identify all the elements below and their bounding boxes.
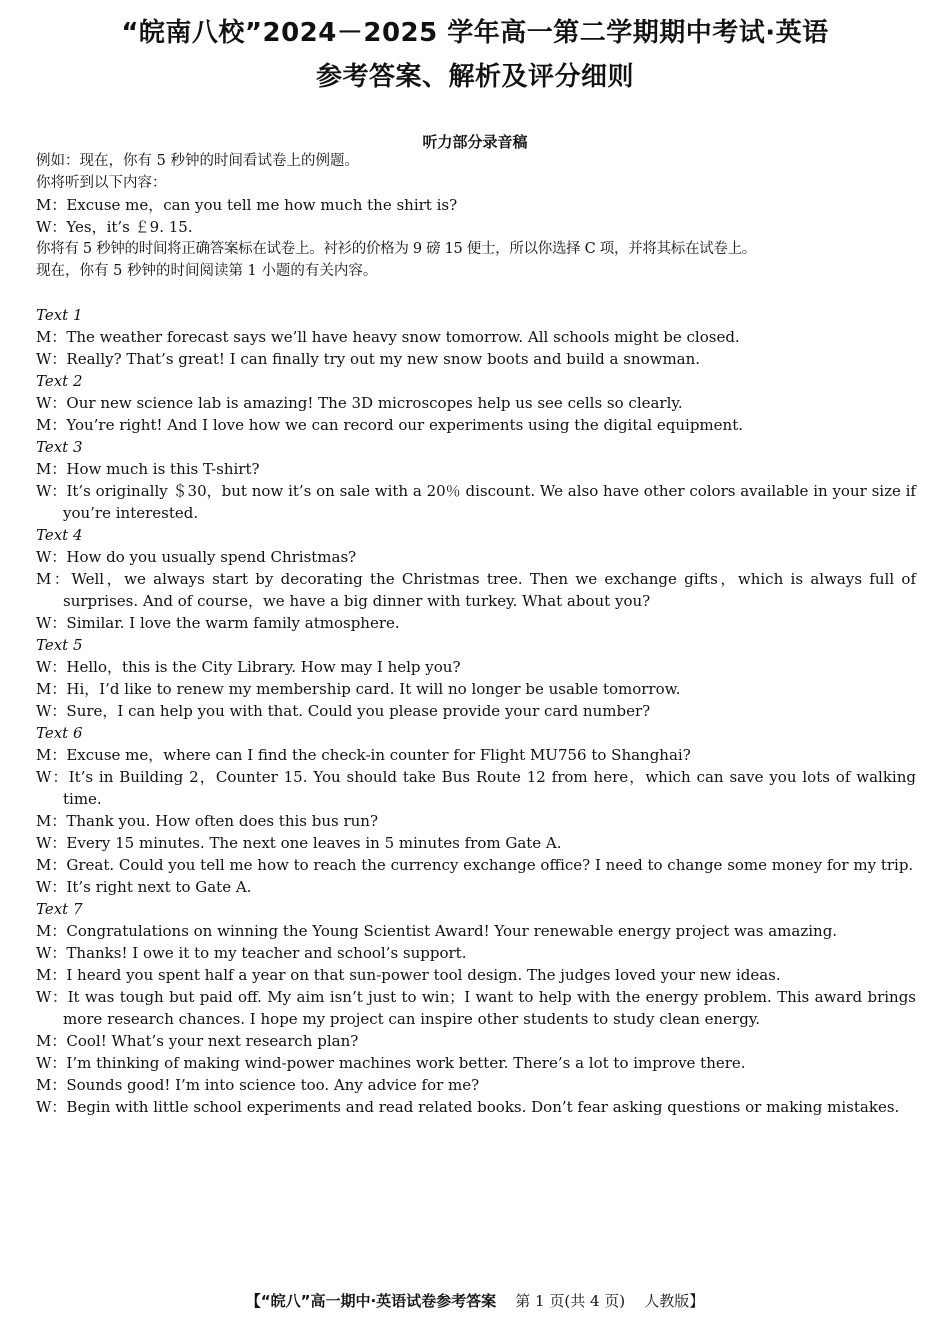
dialogue-line: W：It’s in Building 2，Counter 15. You should take Bus Route 12 from here，which can save you lots of walking time. <box>36 768 916 808</box>
text-label: Text 1 <box>36 306 83 324</box>
text-label: Text 3 <box>36 438 83 456</box>
dialogue-line: W：Sure，I can help you with that. Could you please provide your card number? <box>36 702 651 720</box>
text-label: Text 5 <box>36 636 83 654</box>
dialogue-line: M：Excuse me，where can I find the check-in counter for Flight MU756 to Shanghai? <box>36 746 691 764</box>
dialogue-line: M：Well，we always start by decorating the Christmas tree. Then we exchange gifts，which is always full of surprises. And of course，we have a big dinner with turkey. What about you? <box>36 570 916 610</box>
dialogue-line: W：Every 15 minutes. The next one leaves in 5 minutes from Gate A. <box>36 834 562 852</box>
document-subtitle: 参考答案、解析及评分细则 <box>315 62 634 92</box>
dialogue-line: W：It’s right next to Gate A. <box>36 878 252 896</box>
document-title: “皖南八校”2024－2025 学年高一第二学期期中考试·英语 <box>121 18 829 48</box>
text-label: Text 7 <box>36 900 83 918</box>
dialogue-line: W：Thanks! I owe it to my teacher and school’s support. <box>36 944 467 962</box>
dialogue-line: W：Our new science lab is amazing! The 3D microscopes help us see cells so clearly. <box>36 394 683 412</box>
dialogue-line: W：Hello，this is the City Library. How may I help you? <box>36 658 461 676</box>
dialogue-line: M：Sounds good! I’m into science too. Any advice for me? <box>36 1076 480 1094</box>
intro-line: 你将有 5 秒钟的时间将正确答案标在试卷上。衬衫的价格为 9 磅 15 便士，所以你选择 C 项，并将其标在试卷上。 <box>36 241 756 257</box>
dialogue-line: W：Really? That’s great! I can finally try out my new snow boots and build a snowman. <box>36 350 701 368</box>
dialogue-line: W：Begin with little school experiments and read related books. Don’t fear asking questions or making mistakes. <box>36 1098 900 1116</box>
dialogue-line: W：It’s originally ＄30，but now it’s on sale with a 20％ discount. We also have other colors available in your size if you’re interested. <box>36 482 916 522</box>
page-footer <box>0 1290 950 1311</box>
transcript-body <box>36 150 916 1118</box>
text-label: Text 2 <box>36 372 83 390</box>
dialogue-line: M：Cool! What’s your next research plan? <box>36 1032 359 1050</box>
text-label: Text 6 <box>36 724 83 742</box>
footer-page-number: 第 1 页(共 4 页) <box>515 1292 626 1310</box>
intro-line: 例如：现在，你有 5 秒钟的时间看试卷上的例题。 <box>36 153 359 169</box>
intro-line: W：Yes，it’s ￡9. 15. <box>36 218 193 236</box>
section-heading: 听力部分录音稿 <box>422 133 528 151</box>
spacer <box>36 282 916 304</box>
footer-edition: 人教版】 <box>644 1292 705 1310</box>
dialogue-line: M：Great. Could you tell me how to reach the currency exchange office? I need to change some money for my trip. <box>36 856 914 874</box>
footer-title: 【“皖八”高一期中·英语试卷参考答案 <box>245 1292 497 1310</box>
text-label: Text 4 <box>36 526 83 544</box>
dialogue-line: M：Hi，I’d like to renew my membership card. It will no longer be usable tomorrow. <box>36 680 681 698</box>
intro-line: 你将听到以下内容： <box>36 175 167 191</box>
dialogue-line: M：You’re right! And I love how we can record our experiments using the digital equipment. <box>36 416 743 434</box>
intro-line: M：Excuse me，can you tell me how much the shirt is? <box>36 196 458 214</box>
dialogue-line: M：I heard you spent half a year on that sun-power tool design. The judges loved your new ideas. <box>36 966 781 984</box>
intro-line: 现在，你有 5 秒钟的时间阅读第 1 小题的有关内容。 <box>36 263 378 279</box>
dialogue-line: M：How much is this T-shirt? <box>36 460 260 478</box>
dialogue-line: M：Congratulations on winning the Young Scientist Award! Your renewable energy project was amazing. <box>36 922 838 940</box>
dialogue-line: W：How do you usually spend Christmas? <box>36 548 357 566</box>
dialogue-line: W：It was tough but paid off. My aim isn’t just to win；I want to help with the energy problem. This award brings more research chances. I hope my project can inspire other students to study clean energy. <box>36 988 916 1028</box>
dialogue-line: W：Similar. I love the warm family atmosphere. <box>36 614 400 632</box>
dialogue-line: W：I’m thinking of making wind-power machines work better. There’s a lot to improve there. <box>36 1054 746 1072</box>
dialogue-line: M：Thank you. How often does this bus run? <box>36 812 379 830</box>
dialogue-line: M：The weather forecast says we’ll have heavy snow tomorrow. All schools might be closed. <box>36 328 740 346</box>
